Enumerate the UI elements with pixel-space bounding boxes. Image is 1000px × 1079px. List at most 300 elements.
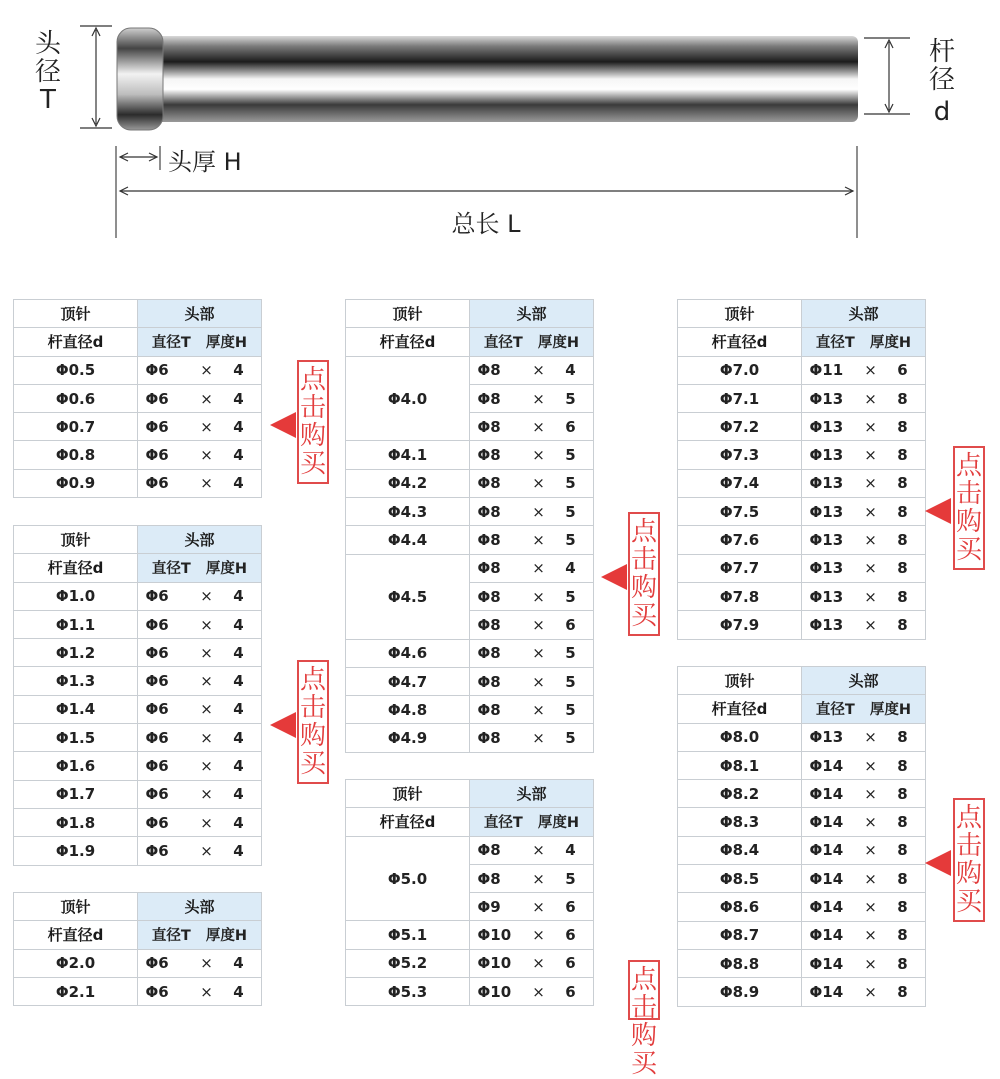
rod-diameter-cell: Φ1.7 bbox=[14, 780, 138, 808]
table-row bbox=[678, 921, 926, 949]
header-rod-diameter: 杆直径d bbox=[14, 328, 138, 356]
head-diameter-value: Φ13 bbox=[809, 389, 844, 408]
rod-diameter-cell: Φ4.1 bbox=[346, 441, 470, 469]
head-diameter-value: Φ14 bbox=[809, 982, 844, 1001]
times-sign: × bbox=[864, 841, 877, 860]
table-row bbox=[14, 977, 262, 1005]
table-row bbox=[346, 639, 594, 667]
head-size-cell bbox=[802, 865, 926, 893]
head-diameter-value: Φ8 bbox=[477, 446, 501, 465]
times-sign: × bbox=[532, 587, 545, 606]
header-head-diameter: 直径T bbox=[815, 335, 855, 352]
header-pin: 顶针 bbox=[14, 893, 138, 921]
head-size-cell bbox=[802, 582, 926, 610]
header-head: 头部 bbox=[802, 300, 926, 328]
head-diameter-value: Φ8 bbox=[477, 700, 501, 719]
head-thickness-value: 6 bbox=[565, 615, 576, 634]
head-thickness-label: 头厚 H bbox=[168, 148, 242, 176]
head-thickness-value: 8 bbox=[897, 531, 908, 550]
head-size-cell bbox=[138, 949, 262, 977]
table-row bbox=[678, 441, 926, 469]
header-head-dims bbox=[138, 554, 262, 582]
table-row bbox=[346, 921, 594, 949]
times-sign: × bbox=[532, 531, 545, 550]
head-size-cell bbox=[802, 921, 926, 949]
buy-button[interactable] bbox=[628, 960, 660, 1079]
times-sign: × bbox=[200, 615, 213, 634]
times-sign: × bbox=[200, 813, 213, 832]
head-diameter-value: Φ13 bbox=[809, 531, 844, 550]
rod-diameter-cell: Φ0.6 bbox=[14, 384, 138, 412]
buy-label: 点击购买 bbox=[299, 665, 326, 779]
head-diameter-value: Φ9 bbox=[477, 897, 501, 916]
table-row bbox=[678, 949, 926, 977]
head-diameter-value: Φ14 bbox=[809, 841, 844, 860]
head-size-cell bbox=[138, 752, 262, 780]
times-sign: × bbox=[200, 672, 213, 691]
head-diameter-value: Φ14 bbox=[809, 954, 844, 973]
times-sign: × bbox=[864, 502, 877, 521]
rod-diameter-dimension bbox=[864, 38, 910, 114]
rod-diameter-cell: Φ4.8 bbox=[346, 696, 470, 724]
head-size-cell bbox=[802, 413, 926, 441]
spec-table bbox=[677, 666, 926, 1007]
head-size-cell bbox=[802, 498, 926, 526]
rod-diameter-cell: Φ8.3 bbox=[678, 808, 802, 836]
times-sign: × bbox=[532, 926, 545, 945]
times-sign: × bbox=[864, 898, 877, 917]
head-diameter-label-3: T bbox=[40, 85, 56, 115]
header-head: 头部 bbox=[138, 300, 262, 328]
buy-label: 点击购买 bbox=[299, 365, 326, 479]
head-size-cell bbox=[470, 864, 594, 892]
rod-diameter-cell: Φ2.0 bbox=[14, 949, 138, 977]
head-thickness-value: 8 bbox=[897, 474, 908, 493]
head-thickness-value: 8 bbox=[897, 587, 908, 606]
times-sign: × bbox=[532, 559, 545, 578]
head-size-cell bbox=[138, 724, 262, 752]
table-row bbox=[678, 384, 926, 412]
head-thickness-value: 8 bbox=[897, 756, 908, 775]
head-size-cell bbox=[802, 611, 926, 639]
buy-button[interactable] bbox=[297, 360, 329, 484]
head-size-cell bbox=[802, 978, 926, 1006]
head-diameter-value: Φ13 bbox=[809, 446, 844, 465]
head-size-cell bbox=[138, 610, 262, 638]
head-diameter-value: Φ14 bbox=[809, 869, 844, 888]
table-row bbox=[346, 949, 594, 977]
table-row bbox=[14, 441, 262, 469]
head-size-cell bbox=[802, 808, 926, 836]
times-sign: × bbox=[864, 361, 877, 380]
rod-diameter-cell: Φ8.2 bbox=[678, 780, 802, 808]
times-sign: × bbox=[864, 756, 877, 775]
head-size-cell bbox=[802, 469, 926, 497]
head-diameter-value: Φ11 bbox=[809, 361, 844, 380]
rod-diameter-cell: Φ8.5 bbox=[678, 865, 802, 893]
head-thickness-value: 8 bbox=[897, 615, 908, 634]
table-row bbox=[346, 554, 594, 582]
rod-diameter-cell: Φ1.9 bbox=[14, 837, 138, 865]
table-row bbox=[14, 469, 262, 497]
header-head-dims bbox=[138, 921, 262, 949]
head-diameter-value: Φ8 bbox=[477, 559, 501, 578]
table-row bbox=[678, 893, 926, 921]
head-thickness-value: 8 bbox=[897, 417, 908, 436]
head-diameter-value: Φ6 bbox=[145, 728, 169, 747]
table-row bbox=[678, 723, 926, 751]
head-thickness-value: 4 bbox=[233, 474, 244, 493]
times-sign: × bbox=[200, 643, 213, 662]
buy-label: 点击购买 bbox=[955, 803, 982, 917]
head-thickness-value: 5 bbox=[565, 587, 576, 606]
head-diameter-value: Φ6 bbox=[145, 587, 169, 606]
head-thickness-value: 4 bbox=[233, 785, 244, 804]
head-size-cell bbox=[470, 611, 594, 639]
buy-button[interactable] bbox=[297, 660, 329, 784]
head-diameter-value: Φ8 bbox=[477, 841, 501, 860]
times-sign: × bbox=[532, 615, 545, 634]
times-sign: × bbox=[200, 417, 213, 436]
head-thickness-value: 4 bbox=[233, 841, 244, 860]
table-row bbox=[678, 582, 926, 610]
head-diameter-value: Φ8 bbox=[477, 644, 501, 663]
head-size-cell bbox=[470, 921, 594, 949]
head-size-cell bbox=[470, 469, 594, 497]
head-size-cell bbox=[802, 384, 926, 412]
head-thickness-value: 8 bbox=[897, 502, 908, 521]
head-thickness-value: 8 bbox=[897, 389, 908, 408]
head-size-cell bbox=[138, 977, 262, 1005]
header-head-dims bbox=[138, 328, 262, 356]
head-size-cell bbox=[470, 441, 594, 469]
rod-diameter-label-3: d bbox=[933, 97, 951, 127]
head-size-cell bbox=[138, 808, 262, 836]
ejector-pin-diagram bbox=[0, 0, 1000, 260]
rod-diameter-cell: Φ7.8 bbox=[678, 582, 802, 610]
rod-diameter-cell: Φ4.2 bbox=[346, 469, 470, 497]
head-diameter-value: Φ10 bbox=[477, 926, 512, 945]
head-size-cell bbox=[470, 667, 594, 695]
header-head-thickness: 厚度H bbox=[537, 335, 580, 352]
table-row bbox=[14, 413, 262, 441]
times-sign: × bbox=[532, 982, 545, 1001]
table-row bbox=[678, 836, 926, 864]
rod-diameter-cell: Φ8.1 bbox=[678, 751, 802, 779]
head-thickness-value: 6 bbox=[565, 926, 576, 945]
pin-rod bbox=[150, 36, 858, 122]
head-diameter-value: Φ8 bbox=[477, 869, 501, 888]
head-thickness-value: 5 bbox=[565, 474, 576, 493]
table-row bbox=[14, 808, 262, 836]
times-sign: × bbox=[200, 785, 213, 804]
head-thickness-value: 5 bbox=[565, 729, 576, 748]
table-row bbox=[346, 724, 594, 752]
head-thickness-value: 6 bbox=[565, 897, 576, 916]
head-thickness-value: 5 bbox=[565, 389, 576, 408]
head-size-cell bbox=[802, 751, 926, 779]
table-row bbox=[678, 554, 926, 582]
head-thickness-value: 4 bbox=[565, 559, 576, 578]
times-sign: × bbox=[200, 446, 213, 465]
table-row bbox=[14, 667, 262, 695]
rod-diameter-cell: Φ8.0 bbox=[678, 723, 802, 751]
head-thickness-value: 5 bbox=[565, 531, 576, 550]
head-size-cell bbox=[138, 469, 262, 497]
head-thickness-value: 6 bbox=[565, 982, 576, 1001]
head-thickness-value: 6 bbox=[565, 954, 576, 973]
times-sign: × bbox=[532, 869, 545, 888]
times-sign: × bbox=[864, 813, 877, 832]
buy-label: 点击购买 bbox=[630, 517, 657, 631]
table-row bbox=[678, 780, 926, 808]
rod-diameter-cell: Φ1.1 bbox=[14, 610, 138, 638]
table-row bbox=[14, 582, 262, 610]
buy-arrow-icon bbox=[270, 712, 296, 738]
times-sign: × bbox=[532, 729, 545, 748]
rod-diameter-cell: Φ7.0 bbox=[678, 356, 802, 384]
rod-diameter-cell: Φ8.6 bbox=[678, 893, 802, 921]
header-pin: 顶针 bbox=[346, 780, 470, 808]
rod-diameter-cell: Φ4.4 bbox=[346, 526, 470, 554]
head-size-cell bbox=[802, 356, 926, 384]
table-row bbox=[14, 752, 262, 780]
buy-button[interactable] bbox=[628, 512, 660, 636]
head-size-cell bbox=[470, 384, 594, 412]
head-diameter-value: Φ13 bbox=[809, 559, 844, 578]
head-diameter-value: Φ6 bbox=[145, 474, 169, 493]
head-thickness-value: 4 bbox=[233, 813, 244, 832]
head-thickness-value: 4 bbox=[233, 361, 244, 380]
header-pin: 顶针 bbox=[346, 300, 470, 328]
header-head-dims bbox=[470, 808, 594, 836]
times-sign: × bbox=[864, 784, 877, 803]
head-diameter-value: Φ8 bbox=[477, 361, 501, 380]
head-diameter-value: Φ8 bbox=[477, 531, 501, 550]
table-row bbox=[346, 441, 594, 469]
times-sign: × bbox=[200, 757, 213, 776]
head-size-cell bbox=[470, 696, 594, 724]
pin-head bbox=[117, 28, 163, 130]
head-diameter-value: Φ6 bbox=[145, 446, 169, 465]
table-row bbox=[678, 526, 926, 554]
head-thickness-value: 5 bbox=[565, 700, 576, 719]
header-head-diameter: 直径T bbox=[151, 928, 191, 945]
head-diameter-value: Φ10 bbox=[477, 982, 512, 1001]
buy-label: 点击购买 bbox=[630, 965, 657, 1079]
head-size-cell bbox=[470, 949, 594, 977]
rod-diameter-cell: Φ5.2 bbox=[346, 949, 470, 977]
head-thickness-value: 8 bbox=[897, 813, 908, 832]
rod-diameter-cell: Φ7.1 bbox=[678, 384, 802, 412]
table-row bbox=[346, 978, 594, 1006]
header-head: 头部 bbox=[138, 893, 262, 921]
table-row bbox=[14, 780, 262, 808]
head-thickness-value: 8 bbox=[897, 898, 908, 917]
head-thickness-value: 5 bbox=[565, 502, 576, 521]
times-sign: × bbox=[200, 982, 213, 1001]
times-sign: × bbox=[200, 954, 213, 973]
head-thickness-value: 4 bbox=[565, 841, 576, 860]
head-thickness-value: 4 bbox=[233, 615, 244, 634]
times-sign: × bbox=[864, 531, 877, 550]
head-thickness-value: 4 bbox=[233, 643, 244, 662]
head-diameter-value: Φ10 bbox=[477, 954, 512, 973]
buy-label: 点击购买 bbox=[955, 451, 982, 565]
rod-diameter-cell: Φ7.6 bbox=[678, 526, 802, 554]
table-row bbox=[346, 498, 594, 526]
head-diameter-value: Φ6 bbox=[145, 982, 169, 1001]
head-diameter-value: Φ8 bbox=[477, 389, 501, 408]
rod-diameter-cell: Φ5.3 bbox=[346, 978, 470, 1006]
times-sign: × bbox=[532, 672, 545, 691]
head-diameter-value: Φ6 bbox=[145, 643, 169, 662]
head-thickness-value: 4 bbox=[233, 672, 244, 691]
rod-diameter-cell: Φ7.3 bbox=[678, 441, 802, 469]
head-diameter-value: Φ8 bbox=[477, 729, 501, 748]
head-thickness-value: 4 bbox=[233, 982, 244, 1001]
head-thickness-value: 5 bbox=[565, 869, 576, 888]
times-sign: × bbox=[532, 700, 545, 719]
head-size-cell bbox=[470, 724, 594, 752]
table-row bbox=[14, 610, 262, 638]
table-row bbox=[346, 696, 594, 724]
table-row bbox=[678, 751, 926, 779]
header-head-diameter: 直径T bbox=[483, 815, 523, 832]
head-size-cell bbox=[138, 837, 262, 865]
times-sign: × bbox=[200, 587, 213, 606]
rod-diameter-cell: Φ4.9 bbox=[346, 724, 470, 752]
head-thickness-value: 4 bbox=[233, 700, 244, 719]
spec-table bbox=[345, 299, 594, 753]
buy-button[interactable] bbox=[953, 798, 985, 922]
head-size-cell bbox=[470, 893, 594, 921]
table-row bbox=[678, 865, 926, 893]
table-row bbox=[346, 356, 594, 384]
head-diameter-label-2: 径 bbox=[34, 57, 62, 87]
table-row bbox=[346, 469, 594, 497]
times-sign: × bbox=[864, 869, 877, 888]
buy-arrow-icon bbox=[601, 564, 627, 590]
times-sign: × bbox=[864, 954, 877, 973]
head-size-cell bbox=[470, 836, 594, 864]
rod-diameter-cell: Φ7.7 bbox=[678, 554, 802, 582]
head-diameter-value: Φ14 bbox=[809, 756, 844, 775]
table-row bbox=[14, 949, 262, 977]
head-size-cell bbox=[802, 949, 926, 977]
head-thickness-value: 8 bbox=[897, 869, 908, 888]
head-diameter-value: Φ8 bbox=[477, 502, 501, 521]
head-diameter-value: Φ13 bbox=[809, 502, 844, 521]
head-diameter-value: Φ14 bbox=[809, 926, 844, 945]
table-row bbox=[678, 413, 926, 441]
head-diameter-dimension bbox=[80, 26, 112, 128]
header-pin: 顶针 bbox=[14, 526, 138, 554]
rod-diameter-cell: Φ1.4 bbox=[14, 695, 138, 723]
head-size-cell bbox=[802, 441, 926, 469]
head-size-cell bbox=[802, 893, 926, 921]
buy-arrow-icon bbox=[270, 412, 296, 438]
rod-diameter-cell: Φ8.9 bbox=[678, 978, 802, 1006]
times-sign: × bbox=[200, 361, 213, 380]
head-size-cell bbox=[138, 356, 262, 384]
header-head-thickness: 厚度H bbox=[869, 702, 912, 719]
header-head: 头部 bbox=[470, 780, 594, 808]
rod-diameter-cell: Φ2.1 bbox=[14, 977, 138, 1005]
head-thickness-value: 5 bbox=[565, 446, 576, 465]
head-thickness-value: 5 bbox=[565, 672, 576, 691]
head-thickness-value: 4 bbox=[233, 587, 244, 606]
head-size-cell bbox=[138, 639, 262, 667]
header-rod-diameter: 杆直径d bbox=[14, 921, 138, 949]
header-head: 头部 bbox=[802, 667, 926, 695]
times-sign: × bbox=[864, 926, 877, 945]
head-size-cell bbox=[138, 780, 262, 808]
rod-diameter-cell: Φ5.0 bbox=[346, 836, 470, 921]
times-sign: × bbox=[200, 728, 213, 747]
head-diameter-value: Φ8 bbox=[477, 474, 501, 493]
head-thickness-value: 4 bbox=[233, 389, 244, 408]
table-row bbox=[678, 356, 926, 384]
times-sign: × bbox=[200, 389, 213, 408]
head-thickness-value: 8 bbox=[897, 841, 908, 860]
head-thickness-value: 8 bbox=[897, 784, 908, 803]
times-sign: × bbox=[864, 389, 877, 408]
rod-diameter-cell: Φ1.0 bbox=[14, 582, 138, 610]
head-diameter-value: Φ13 bbox=[809, 587, 844, 606]
head-diameter-value: Φ6 bbox=[145, 672, 169, 691]
rod-diameter-cell: Φ0.8 bbox=[14, 441, 138, 469]
header-rod-diameter: 杆直径d bbox=[346, 328, 470, 356]
times-sign: × bbox=[532, 474, 545, 493]
total-length-dimension bbox=[120, 187, 853, 195]
head-diameter-value: Φ14 bbox=[809, 898, 844, 917]
head-size-cell bbox=[470, 639, 594, 667]
head-diameter-value: Φ6 bbox=[145, 757, 169, 776]
table-row bbox=[14, 695, 262, 723]
head-size-cell bbox=[802, 836, 926, 864]
rod-diameter-label-2: 径 bbox=[928, 65, 956, 95]
head-diameter-value: Φ6 bbox=[145, 785, 169, 804]
times-sign: × bbox=[532, 502, 545, 521]
times-sign: × bbox=[864, 615, 877, 634]
rod-diameter-cell: Φ4.5 bbox=[346, 554, 470, 639]
head-size-cell bbox=[802, 554, 926, 582]
head-thickness-value: 6 bbox=[897, 361, 908, 380]
head-size-cell bbox=[470, 526, 594, 554]
head-diameter-value: Φ6 bbox=[145, 361, 169, 380]
times-sign: × bbox=[200, 474, 213, 493]
head-diameter-value: Φ6 bbox=[145, 813, 169, 832]
header-head-thickness: 厚度H bbox=[537, 815, 580, 832]
table-row bbox=[346, 836, 594, 864]
header-head-thickness: 厚度H bbox=[205, 928, 248, 945]
buy-button[interactable] bbox=[953, 446, 985, 570]
rod-diameter-cell: Φ4.7 bbox=[346, 667, 470, 695]
rod-diameter-cell: Φ1.8 bbox=[14, 808, 138, 836]
rod-diameter-cell: Φ4.0 bbox=[346, 356, 470, 441]
head-thickness-value: 4 bbox=[233, 757, 244, 776]
header-head-thickness: 厚度H bbox=[205, 561, 248, 578]
head-diameter-label-1: 头 bbox=[34, 29, 62, 59]
times-sign: × bbox=[532, 389, 545, 408]
times-sign: × bbox=[864, 417, 877, 436]
head-diameter-value: Φ14 bbox=[809, 784, 844, 803]
head-thickness-value: 4 bbox=[233, 728, 244, 747]
head-diameter-value: Φ6 bbox=[145, 417, 169, 436]
head-size-cell bbox=[138, 413, 262, 441]
head-thickness-value: 4 bbox=[565, 361, 576, 380]
